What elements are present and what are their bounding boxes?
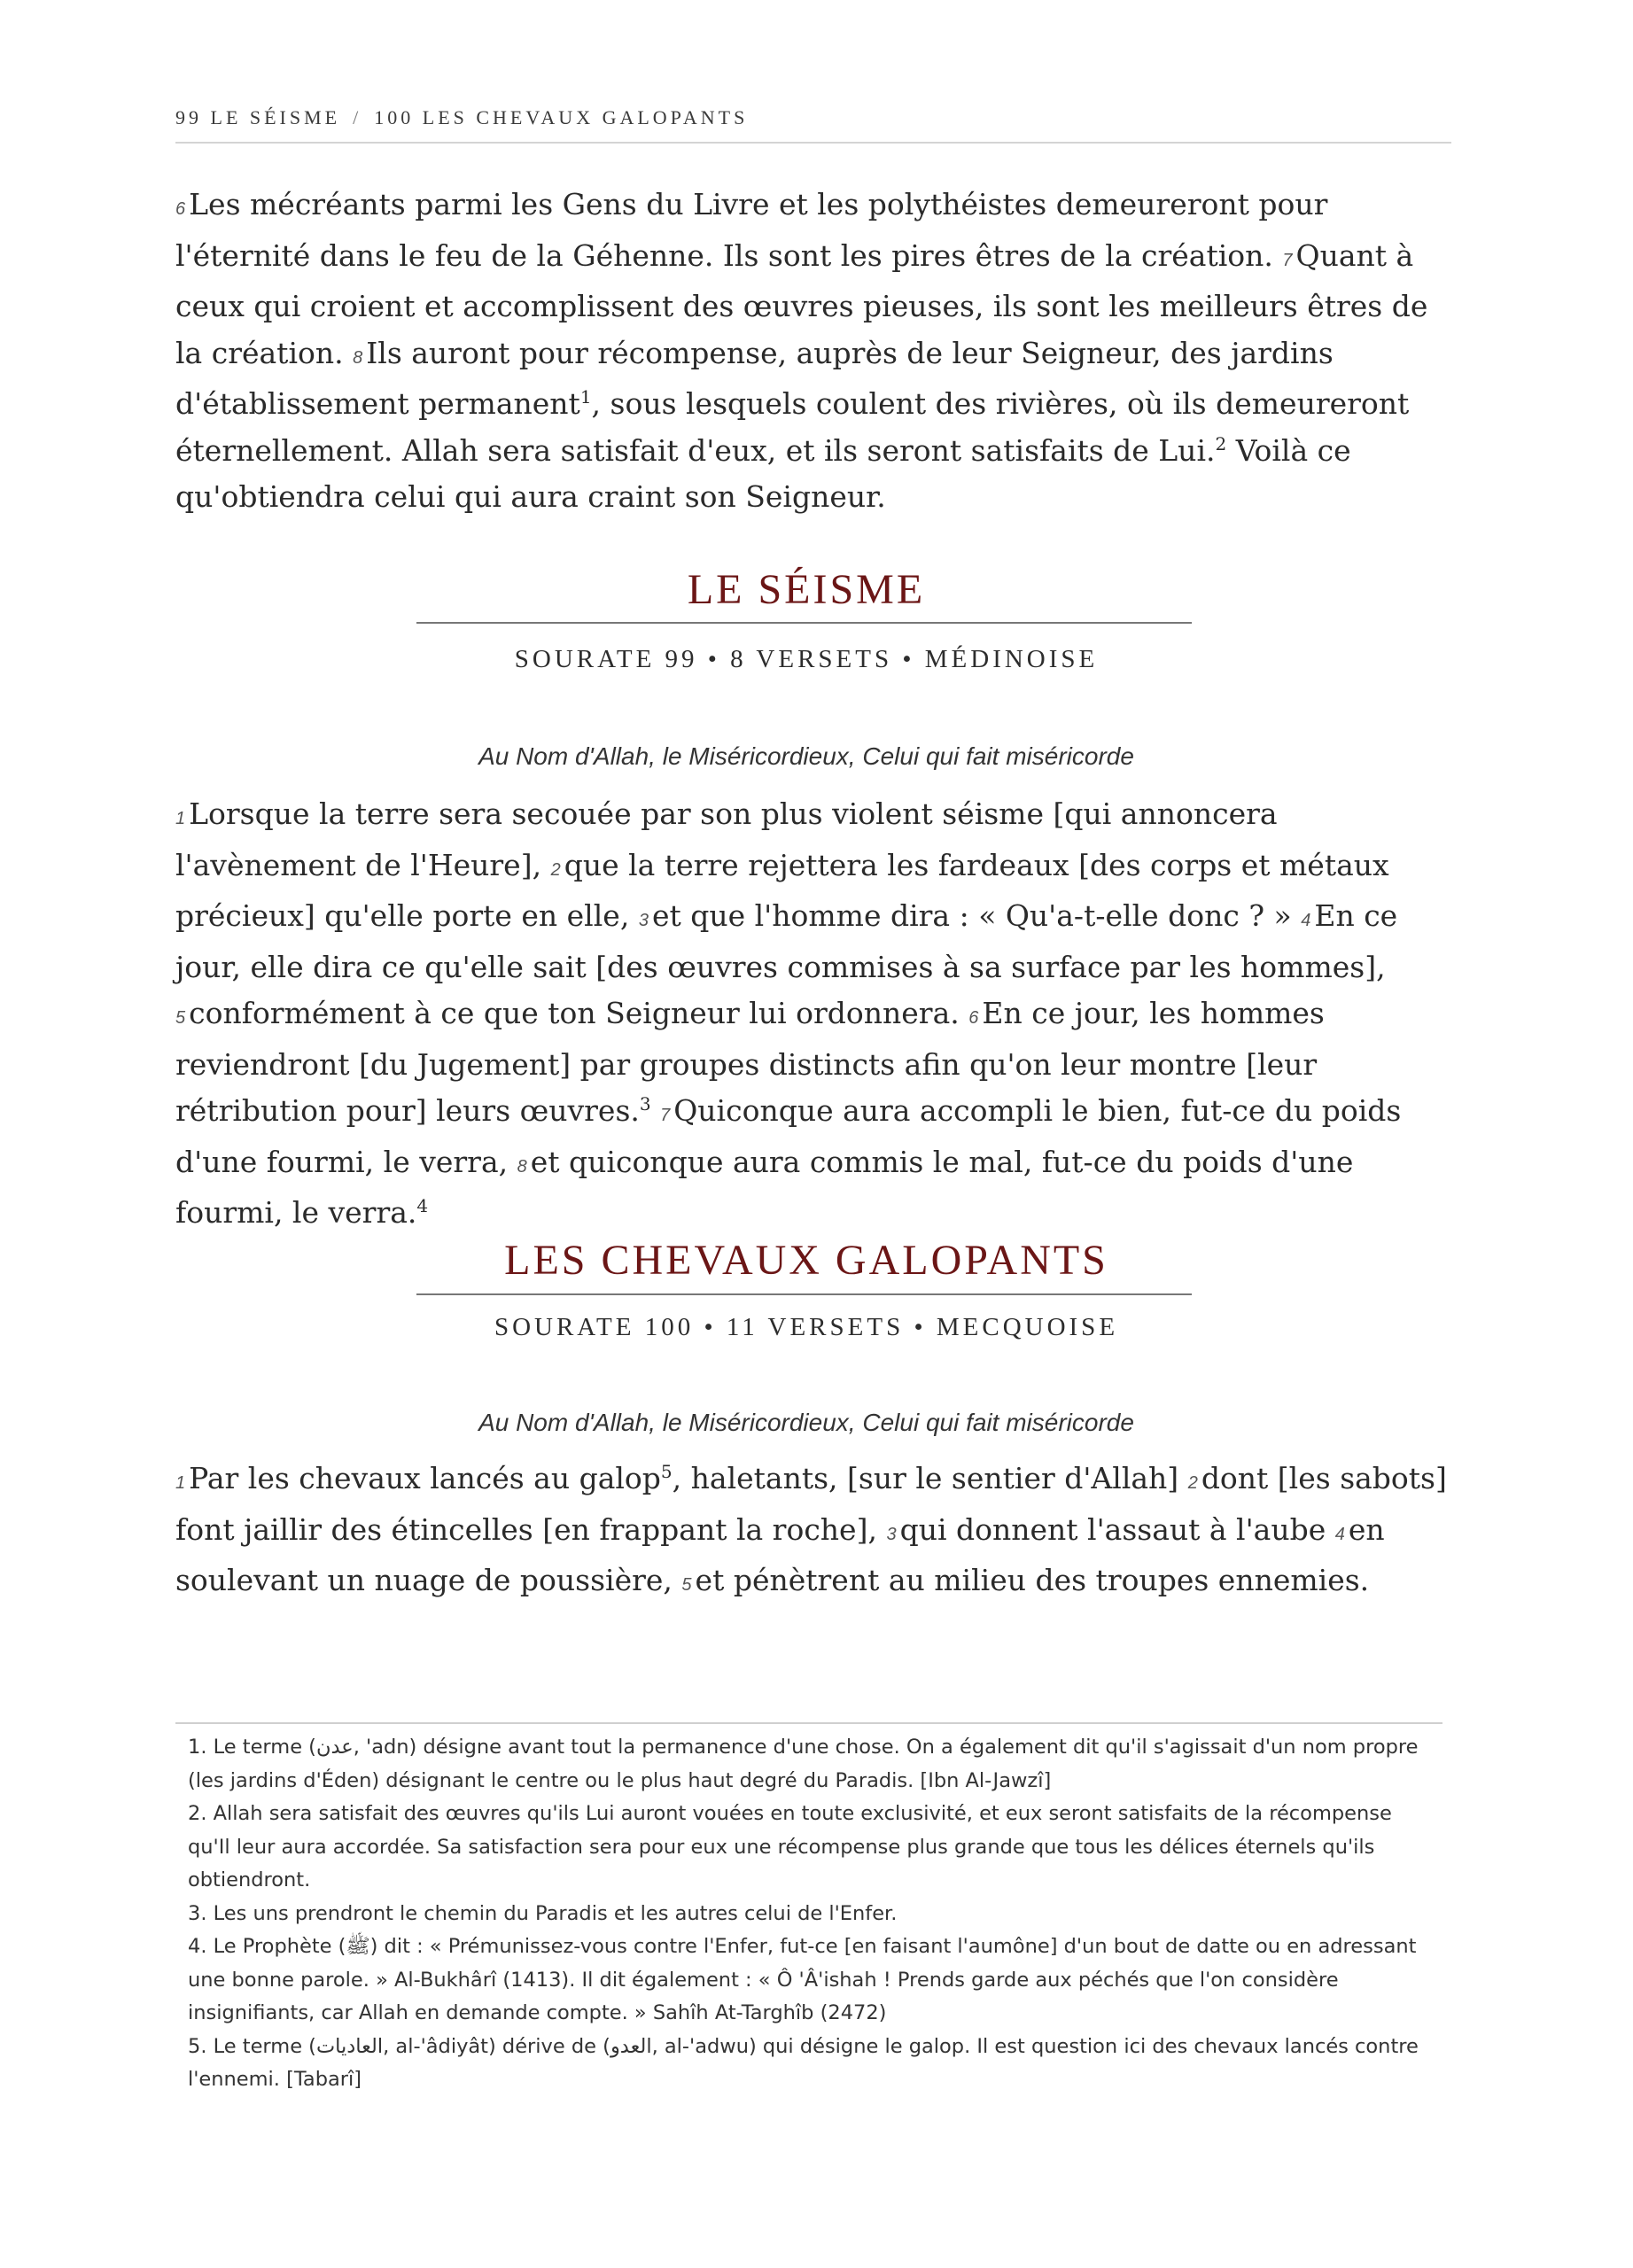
verse-text: , sous lesquels coulent des rivières, où ils demeureront éternellement. Allah sera satisfait d'eux, et ils seront satisfaits de Lui. — [175, 386, 1410, 468]
footnote: 2. Allah sera satisfait des œuvres qu'ils Lui auront vouées en toute exclusivité, et eux seront satisfaits de la récompense qu'Il leur aura accordée. Sa satisfaction sera pour eux une récompense plus grande que tous les délices éternels qu'ils obtiendront. — [188, 1802, 1392, 1891]
verse-text: que la terre rejettera les fardeaux [des corps et métaux précieux] qu'elle porte en elle, — [175, 847, 1389, 933]
verse-text: dont [les sabots] font jaillir des étincelles [en frappant la roche], — [175, 1461, 1447, 1547]
bismillah: Au Nom d'Allah, le Miséricordieux, Celui qui fait miséricorde — [478, 742, 1134, 770]
verse-text: Ils auront pour récompense, auprès de leur Seigneur, des jardins d'établissement permanent — [175, 335, 1334, 421]
footnote: 5. Le terme (العاديات, al-'âdiyât) dérive de (العدو, al-'adwu) qui désigne le galop. Il est question ici des chevaux lancés contre l'ennemi. [Tabarî] — [188, 2034, 1419, 2091]
surah-99-text — [175, 791, 1456, 1237]
footnote-ref[interactable]: 1 — [579, 386, 592, 408]
verse-text: qui donnent l'assaut à l'aube — [899, 1511, 1326, 1547]
title-divider — [416, 1293, 1192, 1295]
verse-text: En ce jour, les hommes reviendront [du Jugement] par groupes distincts afin qu'on leur montre [leur rétribution pour] leurs œuvres. — [175, 996, 1325, 1128]
footnote-ref[interactable]: 3 — [639, 1093, 651, 1115]
footnotes-divider — [175, 1722, 1442, 1724]
verse-number: 3 — [638, 911, 649, 930]
surah-100-text — [175, 1456, 1456, 1609]
verse-text: Par les chevaux lancés au galop — [189, 1461, 661, 1495]
verse-number: 3 — [886, 1524, 897, 1544]
verse-text: Quant à ceux qui croient et accomplissent des œuvres pieuses, ils sont les meilleurs êtres de la création. — [175, 237, 1428, 370]
footnote-ref[interactable]: 4 — [416, 1195, 429, 1216]
verse-text: En ce jour, elle dira ce qu'elle sait [des œuvres commises à sa surface par les hommes], — [175, 898, 1398, 984]
footnote: 3. Les uns prendront le chemin du Paradis et les autres celui de l'Enfer. — [188, 1901, 898, 1925]
header-divider — [175, 142, 1451, 144]
running-header-left: 99 LE SÉISME — [175, 106, 341, 128]
running-header-separator: / — [353, 106, 362, 128]
bismillah: Au Nom d'Allah, le Miséricordieux, Celui qui fait miséricorde — [478, 1409, 1134, 1436]
footnote-ref[interactable]: 2 — [1215, 432, 1227, 454]
footnote: 1. Le terme (عدن, 'adn) désigne avant tout la permanence d'une chose. On a également dit qu'il s'agissait d'un nom propre (les jardins d'Éden) désignant le centre ou le plus haut degré du Paradis. [Ibn Al-Jawzî] — [188, 1736, 1419, 1792]
verse-text: Quiconque aura accompli le bien, fut-ce du poids d'une fourmi, le verra, — [175, 1093, 1402, 1179]
verse-number: 7 — [660, 1106, 671, 1125]
verse-number: 1 — [175, 1473, 186, 1493]
verse-number: 8 — [517, 1156, 527, 1177]
verse-text: et pénètrent au milieu des troupes ennemies. — [695, 1563, 1370, 1597]
footnotes — [188, 1731, 1439, 2097]
verse-text: Les mécréants parmi les Gens du Livre et les polythéistes demeureront pour l'éternité dans le feu de la Géhenne. Ils sont les pires êtres de la création. — [175, 187, 1328, 273]
verse-number: 7 — [1282, 250, 1293, 270]
verse-number: 2 — [1187, 1473, 1198, 1493]
verse-number: 5 — [175, 1008, 186, 1028]
running-header-right: 100 LES CHEVAUX GALOPANTS — [374, 106, 749, 128]
verse-text: en soulevant un nuage de poussière, — [175, 1511, 1385, 1597]
verse-number: 2 — [550, 859, 561, 880]
verse-number: 4 — [1334, 1524, 1345, 1544]
verse-number: 6 — [175, 199, 186, 219]
surah-meta: SOURATE 99 • 8 VERSETS • MÉDINOISE — [514, 645, 1099, 673]
previous-surah-ending — [175, 182, 1456, 521]
surah-title: LE SÉISME — [687, 566, 926, 613]
surah-title: LES CHEVAUX GALOPANTS — [504, 1237, 1108, 1284]
verse-number: 1 — [175, 809, 186, 828]
footnote: 4. Le Prophète (ﷺ) dit : « Prémunissez-vous contre l'Enfer, fut-ce [en faisant l'aumône] d'un bout de datte ou en adressant une bonne parole. » Al-Bukhârî (1413). Il dit également : « Ô 'Â'ishah ! Prends garde aux péchés que l'on considère insignifiants, car Allah en demande compte. » Sahîh At-Targhîb (2472) — [188, 1935, 1417, 2024]
surah-meta: SOURATE 100 • 11 VERSETS • MECQUOISE — [494, 1313, 1119, 1341]
verse-text: et que l'homme dira : « Qu'a-t-elle donc ? » — [651, 898, 1292, 933]
verse-text: , haletants, [sur le sentier d'Allah] — [672, 1461, 1179, 1495]
verse-text: Lorsque la terre sera secouée par son plus violent séisme [qui annoncera l'avènement de l'Heure], — [175, 796, 1278, 882]
running-header — [175, 106, 1451, 129]
footnote-ref[interactable]: 5 — [660, 1461, 673, 1482]
verse-number: 5 — [681, 1575, 692, 1595]
verse-number: 8 — [353, 347, 363, 368]
verse-number: 4 — [1301, 911, 1311, 930]
verse-text: Voilà ce qu'obtiendra celui qui aura craint son Seigneur. — [175, 432, 1351, 514]
verse-text: et quiconque aura commis le mal, fut-ce du poids d'une fourmi, le verra. — [175, 1144, 1354, 1230]
verse-text: conformément à ce que ton Seigneur lui ordonnera. — [189, 996, 960, 1030]
title-divider — [416, 622, 1192, 624]
verse-number: 6 — [968, 1008, 979, 1028]
